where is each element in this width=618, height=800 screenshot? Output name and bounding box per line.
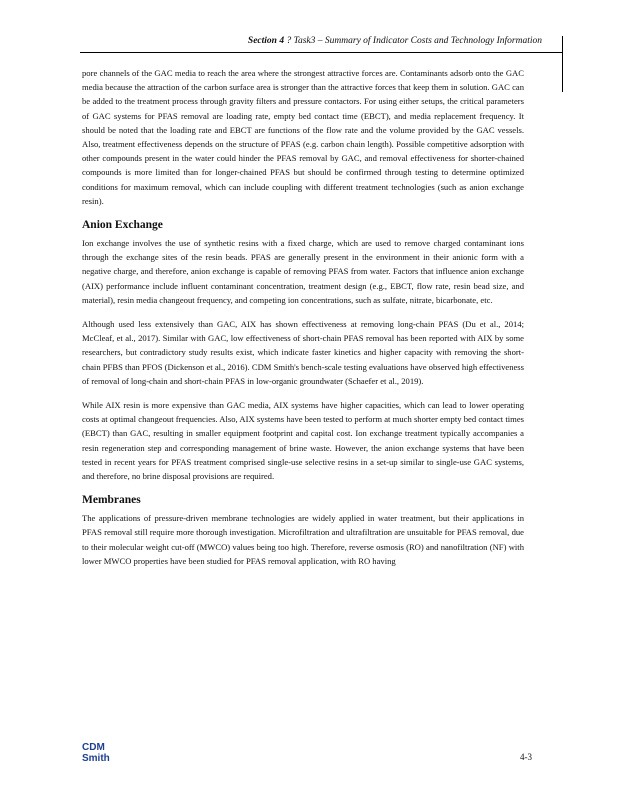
anion-paragraph-3: While AIX resin is more expensive than GAC media, AIX systems have higher capacities, which can lead to lower operating costs at optimal changeout frequencies. Also, AIX systems have been tested to perform at much shorter empty bed contact times (EBCT) than GAC, resulting in smaller equipment footprint and capital cost. Ion exchange treatment typically accompanies a resin regeneration step and corresponding management of brine waste. However, the anion exchange systems that have been tested in recent years for PFAS treatment comprised single-use selective resins in a set-up similar to single-use GAC systems, and therefore, no brine disposal provisions are required. <box>82 400 524 482</box>
header-section: Section 4 <box>247 36 285 46</box>
page-number: 4-3 <box>520 752 532 762</box>
header-rule <box>80 52 562 53</box>
logo-line-1: CDM <box>82 742 105 753</box>
page-body <box>82 66 524 578</box>
page-header <box>80 36 542 46</box>
margin-rule <box>562 36 563 92</box>
header-title: ? Task3 – Summary of Indicator Costs and Technology Information <box>284 36 542 46</box>
cdm-smith-logo <box>80 740 130 764</box>
anion-paragraph-2: Although used less extensively than GAC, AIX has shown effectiveness at removing long-chain PFAS (Du et al., 2014; McCleaf, et al., 2017). Similar with GAC, low effectiveness of short-chain PFAS removal has been reported with AIX by some researchers, but contradictory study results exist, which indicate faster kinetics and higher capacity with removing the short-chain PFBS than PFOS (Dickenson et al., 2016). CDM Smith's bench-scale testing evaluations have observed high effectiveness of removal of long-chain and short-chain PFAS in low-organic groundwater (Schaefer et al., 2019). <box>82 319 524 386</box>
anion-paragraph-1: Ion exchange involves the use of synthetic resins with a fixed charge, which are used to remove charged contaminant ions through the exchange sites of the resin beads. PFAS are generally present in the environment in their anionic form with a negative charge, and therefore, anion exchange is capable of removing PFAS from water. Factors that influence anion exchange (AIX) performance include influent contaminant concentration, treatment design (e.g., EBCT, flow rate, resin bead size, and material), resin media changeout frequency, and competing ion concentrations, such as sulfate, nitrate, bicarbonate, etc. <box>82 238 524 305</box>
gac-paragraph: pore channels of the GAC media to reach the area where the strongest attractive forces are. Contaminants adsorb onto the GAC media because the attraction of the carbon surface area is stronger than the attractive forces that keep them in solution. GAC can be added to the treatment process through gravity filters and pressure contactors. For using either setups, the critical parameters of GAC systems for PFAS removal are loading rate, empty bed contact time (EBCT), and media replacement frequency. It should be noted that the loading rate and EBCT are functions of the flow rate and the volume provided by the GAC vessels. Also, treatment effectiveness depends on the structure of PFAS (e.g. carbon chain length). Possible competitive adsorption with other compounds present in the water could hinder the PFAS removal by GAC, and removal effectiveness for shorter-chained compounds is more limited than for longer-chained PFAS but should be confirmed through testing to determine optimized conditions for maximum removal, which can include coupling with different treatment technologies (such as anion exchange resin). <box>82 68 524 206</box>
membranes-paragraph: The applications of pressure-driven membrane technologies are widely applied in water treatment, but their applications in PFAS removal still require more thorough investigation. Microfiltration and ultrafiltration are unsuitable for PFAS removal, due to their molecular weight cut-off (MWCO) values being too high. Therefore, reverse osmosis (RO) and nanofiltration (NF) with lower MWCO properties have been studied for PFAS removal application, with RO having <box>82 513 524 566</box>
heading-anion-exchange: Anion Exchange <box>82 219 163 232</box>
logo-line-2: Smith <box>82 753 110 764</box>
heading-membranes: Membranes <box>82 494 141 507</box>
